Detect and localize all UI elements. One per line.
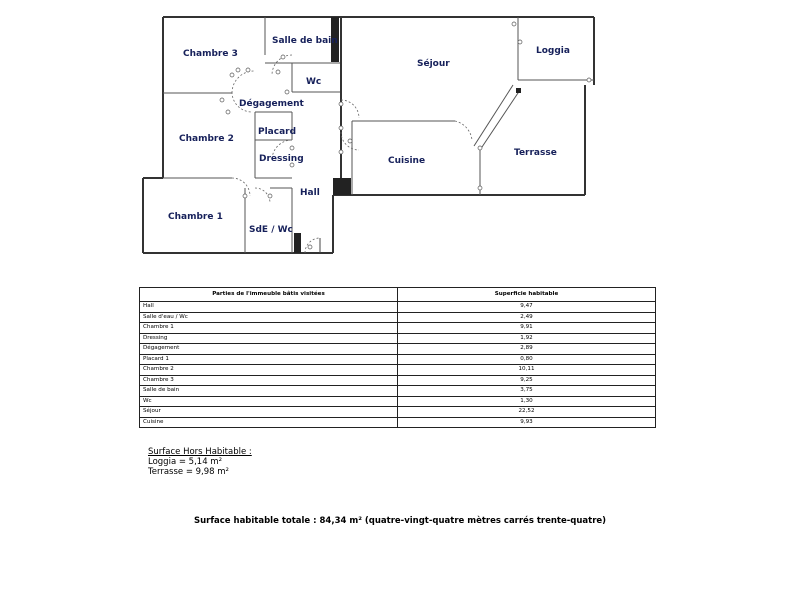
row-area: 9,93 <box>398 417 656 428</box>
row-room: Salle d'eau / Wc <box>140 312 398 323</box>
non-habitable-surface <box>148 447 252 477</box>
row-area: 0,80 <box>398 354 656 365</box>
loggia-surface: Loggia = 5,14 m² <box>148 457 222 467</box>
table-row <box>140 375 656 386</box>
room-label-chambre2: Chambre 2 <box>179 134 234 144</box>
room-label-chambre3: Chambre 3 <box>183 49 238 59</box>
table-row <box>140 312 656 323</box>
room-label-loggia: Loggia <box>536 46 570 56</box>
row-area: 1,30 <box>398 396 656 407</box>
row-area: 9,47 <box>398 302 656 313</box>
column-header-area: Superficie habitable <box>398 288 656 302</box>
room-label-degagement: Dégagement <box>239 99 304 109</box>
room-label-placard: Placard <box>258 127 297 137</box>
room-label-hall: Hall <box>300 188 320 198</box>
column-header-room: Parties de l'immeuble bâtis visitées <box>140 288 398 302</box>
room-label-sejour: Séjour <box>417 59 450 69</box>
total-habitable-surface: Surface habitable totale : 84,34 m² (quatre-vingt-quatre mètres carrés trente-quatre) <box>193 516 607 526</box>
table-row <box>140 333 656 344</box>
room-label-chambre1: Chambre 1 <box>168 212 223 222</box>
room-label-dressing: Dressing <box>259 154 304 164</box>
row-room: Séjour <box>140 407 398 418</box>
table-row <box>140 417 656 428</box>
row-room: Dressing <box>140 333 398 344</box>
row-room: Cuisine <box>140 417 398 428</box>
room-label-wc: Wc <box>306 77 322 87</box>
row-room: Salle de bain <box>140 386 398 397</box>
row-room: Hall <box>140 302 398 313</box>
room-label-sde-wc: SdE / Wc <box>249 225 293 235</box>
row-area: 3,75 <box>398 386 656 397</box>
row-room: Chambre 2 <box>140 365 398 376</box>
table-row <box>140 407 656 418</box>
room-label-salle-de-bain: Salle de bain <box>272 36 338 46</box>
row-area: 2,89 <box>398 344 656 355</box>
row-room: Placard 1 <box>140 354 398 365</box>
row-area: 1,92 <box>398 333 656 344</box>
row-room: Chambre 1 <box>140 323 398 334</box>
table-header-row <box>140 288 656 302</box>
table-row <box>140 365 656 376</box>
row-room: Chambre 3 <box>140 375 398 386</box>
room-label-cuisine: Cuisine <box>388 156 426 166</box>
row-area: 2,49 <box>398 312 656 323</box>
non-habitable-title: Surface Hors Habitable : <box>148 447 252 457</box>
row-room: Wc <box>140 396 398 407</box>
row-room: Dégagement <box>140 344 398 355</box>
table-row <box>140 386 656 397</box>
room-label-terrasse: Terrasse <box>514 148 557 158</box>
table-row <box>140 354 656 365</box>
area-table <box>139 287 656 428</box>
floor-plan <box>0 0 800 265</box>
table-row <box>140 302 656 313</box>
table-row <box>140 323 656 334</box>
row-area: 10,11 <box>398 365 656 376</box>
table-row <box>140 396 656 407</box>
row-area: 22,52 <box>398 407 656 418</box>
row-area: 9,91 <box>398 323 656 334</box>
table-row <box>140 344 656 355</box>
structural-posts <box>294 17 521 253</box>
terrasse-surface: Terrasse = 9,98 m² <box>148 467 229 477</box>
row-area: 9,25 <box>398 375 656 386</box>
